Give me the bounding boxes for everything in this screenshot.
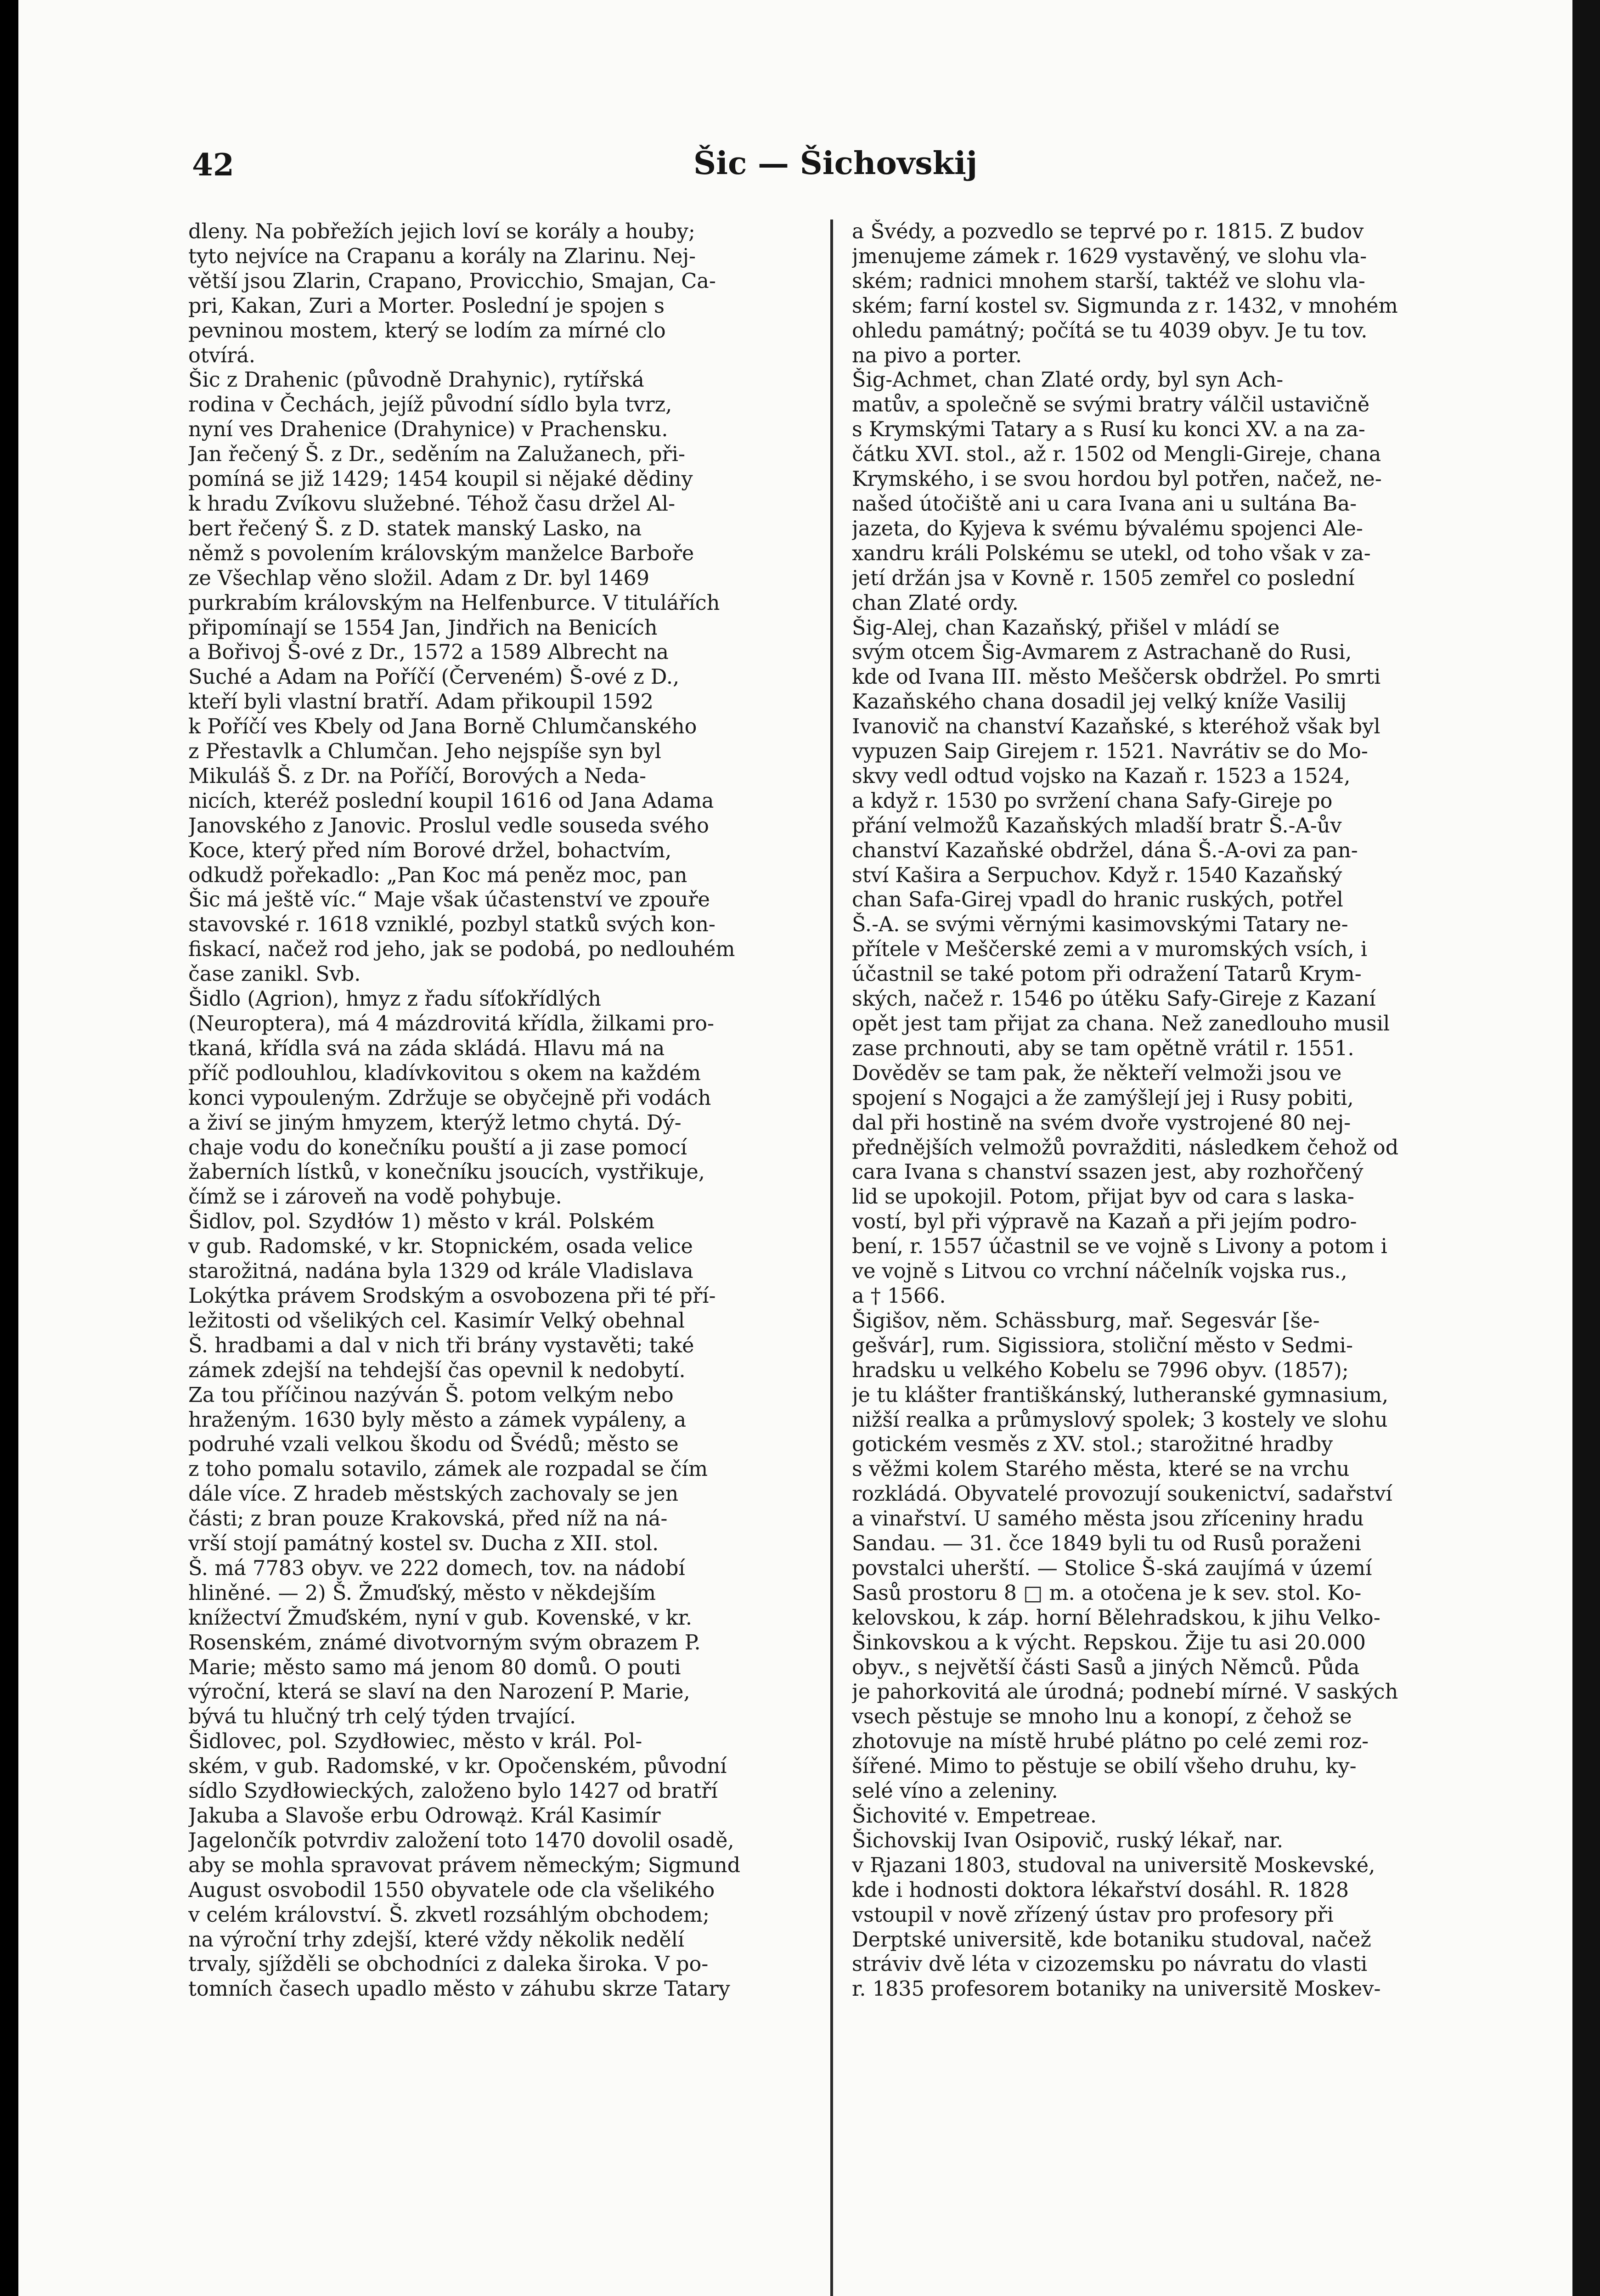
text-line: rodina v Čechách, jejíž původní sídlo byla tvrz, [188,393,672,417]
text-line: konci vypouleným. Zdržuje se obyčejně při vodách [188,1086,711,1110]
text-line: zámek zdejší na tehdejší čas opevnil k nedobytí. [188,1358,686,1382]
text-line: Sasů prostoru 8 □ m. a otočena je k sev. stol. Ko- [852,1581,1362,1605]
text-line: bývá tu hlučný trh celý týden trvající. [188,1705,576,1729]
text-line: ohledu památný; počítá se tu 4039 obyv. Je tu tov. [852,319,1368,343]
text-line: Sandau. — 31. čce 1849 byli tu od Rusů poraženi [852,1532,1361,1556]
running-head: Šic — Šichovskij [693,145,978,182]
text-line: stavovské r. 1618 vzniklé, pozbyl statků svých kon- [188,913,715,937]
text-line: Derptské universitě, kde botaniku studoval, načež [852,1928,1371,1952]
text-line: tomních časech upadlo město v záhubu skrze Tatary [188,1977,730,2001]
text-line: čímž se i zároveň na vodě pohybuje. [188,1185,562,1209]
text-line: zhotovuje na místě hrubé plátno po celé zemi roz- [852,1730,1369,1754]
text-line: tyto nejvíce na Crapanu a korály na Zlarinu. Nej- [188,244,696,268]
text-line: části; z bran pouze Krakovská, před níž na ná- [188,1507,668,1531]
text-line: r. 1835 profesorem botaniky na universitě Moskev- [852,1977,1381,2001]
text-line: k hradu Zvíkovu služebné. Téhož času držel Al- [188,492,676,516]
text-line: čase zanikl. Svb. [188,962,361,986]
text-line: pomíná se již 1429; 1454 koupil si nějaké dědiny [188,467,693,491]
text-line: (Neuroptera), má 4 mázdrovitá křídla, žilkami pro- [188,1012,715,1035]
text-line: kteří byli vlastní bratří. Adam přikoupil 1592 [188,690,654,714]
text-line: přednějších velmožů povražditi, následkem čehož od [852,1136,1399,1159]
text-line: chaje vodu do konečníku pouští a ji zase pomocí [188,1136,687,1159]
text-line: Ivanovič na chanství Kazaňské, s kteréhož však byl [852,715,1380,739]
text-line: sídlo Szydłowieckých, založeno bylo 1427 od bratří [188,1779,718,1803]
text-line: ství Kašira a Serpuchov. Když r. 1540 Kazaňský [852,863,1342,887]
text-line: Š. má 7783 obyv. ve 222 domech, tov. na nádobí [188,1556,685,1580]
text-line: trvaly, sjížděli se obchodníci z daleka široka. V po- [188,1953,709,1976]
text-line: na výroční trhy zdejší, které vždy několik nedělí [188,1928,685,1952]
text-line: našed útočiště ani u cara Ivana ani u sultána Ba- [852,492,1357,516]
text-line: August osvobodil 1550 obyvatele ode cla všelikého [188,1878,715,1902]
text-line: v celém království. Š. zkvetl rozsáhlým obchodem; [188,1903,710,1927]
text-line: příč podlouhlou, kladívkovitou s okem na každém [188,1061,701,1085]
text-line: připomínají se 1554 Jan, Jindřich na Benicích [188,616,658,640]
text-line: gešvár], rum. Sigissiora, stoliční město v Sedmi- [852,1334,1353,1357]
text-line: ležitosti od všelikých cel. Kasimír Velký obehnal [188,1309,685,1333]
text-line: knížectví Žmuďském, nyní v gub. Kovenské, v kr. [188,1606,693,1630]
text-line: a † 1566. [852,1284,946,1308]
text-line: nyní ves Drahenice (Drahynice) v Prachensku. [188,418,668,442]
text-line: Mikuláš Š. z Dr. na Poříčí, Borových a Neda- [188,764,647,788]
column-divider [830,219,833,2296]
text-line: Dověděv se tam pak, že někteří velmoži jsou ve [852,1061,1342,1085]
text-line: vypuzen Saip Girejem r. 1521. Navrátiv se do Mo- [852,740,1368,764]
text-line: Š. hradbami a dal v nich tři brány vystavěti; také [188,1334,694,1357]
text-line: účastnil se také potom při odražení Tatarů Krym- [852,962,1362,986]
text-line: Š.-A. se svými věrnými kasimovskými Tatary ne- [852,913,1348,937]
text-line: větší jsou Zlarin, Crapano, Provicchio, Smajan, Ca- [188,269,716,293]
text-line: ze Všechlap věno složil. Adam z Dr. byl 1469 [188,566,650,590]
text-line: z toho pomalu sotavilo, zámek ale rozpadal se čím [188,1458,708,1481]
text-line: s věžmi kolem Starého města, které se na vrchu [852,1458,1350,1481]
text-line: čátku XVI. stol., až r. 1502 od Mengli-Gireje, chana [852,443,1381,467]
text-line: Lokýtka právem Srodským a osvobozena při té pří- [188,1284,716,1308]
text-line: kelovskou, k záp. horní Bělehradskou, k jihu Velko- [852,1606,1380,1630]
text-line: chan Safa-Girej vpadl do hranic ruských, potřel [852,888,1343,912]
text-line: Šichovité v. Empetreae. [852,1804,1097,1828]
text-line: ském; radnici mnohem starší, taktéž ve slohu vla- [852,269,1365,293]
text-line: dal při hostině na svém dvoře vystrojené 80 nej- [852,1111,1351,1135]
text-line: šířené. Mimo to pěstuje se obilí všeho druhu, ky- [852,1755,1357,1778]
text-line: hliněné. — 2) Š. Žmuďský, město v někdejším [188,1581,656,1605]
text-line: jazeta, do Kyjeva k svému bývalému spojenci Ale- [852,517,1363,540]
text-line: dále více. Z hradeb městských zachovaly se jen [188,1482,679,1506]
text-line: ských, načež r. 1546 po útěku Safy-Gireje z Kazaní [852,987,1376,1011]
text-line: zase prchnouti, aby se tam opětně vrátil r. 1551. [852,1036,1354,1060]
text-line: němž s povolením královským manželce Barboře [188,541,694,565]
text-line: odkudž pořekadlo: „Pan Koc má peněz moc, pan [188,863,687,887]
text-line: Šidlovec, pol. Szydłowiec, město v král. Pol- [188,1730,642,1754]
text-line: Rosenském, známé divotvorným svým obrazem P. [188,1631,701,1654]
text-line: Kazaňského chana dosadil jej velký kníže Vasilij [852,690,1347,714]
text-line: jmenujeme zámek r. 1629 vystavěný, ve slohu vla- [852,244,1367,268]
text-line: otvírá. [188,343,255,367]
text-line: přítele v Meščerské zemi a v muromských vsích, i [852,938,1368,962]
text-line: Jakuba a Slavoše erbu Odrowąż. Král Kasimír [188,1804,661,1828]
text-line: v Rjazani 1803, studoval na universitě Moskevské, [852,1853,1375,1877]
text-line: gotickém vesměs z XV. stol.; starožitné hradby [852,1433,1333,1457]
text-line: Šinkovskou a k výcht. Repskou. Žije tu asi 20.000 [852,1631,1366,1654]
text-line: skvy vedl odtud vojsko na Kazaň r. 1523 a 1524, [852,764,1351,788]
text-line: a Bořivoj Š-ové z Dr., 1572 a 1589 Albrecht na [188,641,669,664]
text-line: na pivo a porter. [852,343,1022,367]
text-line: aby se mohla spravovat právem německým; Sigmund [188,1853,741,1877]
text-line: Marie; město samo má jenom 80 domů. O pouti [188,1655,681,1679]
text-line: tkaná, křídla svá na záda skládá. Hlavu má na [188,1036,665,1060]
text-line: rozkládá. Obyvatelé provozují soukenictví, sadařství [852,1482,1392,1506]
text-line: k Poříčí ves Kbely od Jana Borně Chlumčanského [188,715,697,739]
text-line: nižší realka a průmyslový spolek; 3 kostely ve slohu [852,1408,1388,1432]
text-line: podruhé vzali velkou škodu od Švédů; město se [188,1433,679,1457]
text-line: bert řečený Š. z D. statek manský Lasko, na [188,517,642,540]
text-line: je pahorkovitá ale úrodná; podnebí mírné. V saských [852,1680,1398,1704]
text-line: povstalci uherští. — Stolice Š-ská zaujímá v území [852,1556,1372,1580]
scan-edge [1572,0,1600,2296]
text-line: Šichovskij Ivan Osipovič, ruský lékař, nar. [852,1829,1284,1852]
text-line: vsech pěstuje se mnoho lnu a konopí, z čehož se [852,1705,1352,1729]
text-line: Šidlov, pol. Szydłów 1) město v král. Polském [188,1210,655,1234]
text-line: dleny. Na pobřežích jejich loví se korály a houby; [188,220,695,243]
page-number: 42 [192,147,234,183]
text-line: Krymského, i se svou hordou byl potřen, načež, ne- [852,467,1382,491]
text-line: chanství Kazaňské obdržel, dána Š.-A-ovi za pan- [852,838,1358,862]
text-line: žaberních lístků, v konečníku jsoucích, vystřikuje, [188,1160,705,1184]
text-line: výroční, která se slaví na den Narození P. Marie, [188,1680,690,1704]
text-line: kde i hodnosti doktora lékařství dosáhl. R. 1828 [852,1878,1349,1902]
text-line: stráviv dvě léta v cizozemsku po návratu do vlasti [852,1953,1368,1976]
left-column [188,219,817,2296]
text-line: s Krymskými Tatary a s Rusí ku konci XV. a na za- [852,418,1365,442]
text-line: přání velmožů Kazaňských mladší bratr Š.-A-ův [852,814,1342,838]
text-line: Šidlo (Agrion), hmyz z řadu síťokřídlých [188,987,601,1011]
text-line: matův, a společně se svými bratry válčil ustavičně [852,393,1370,417]
text-line: hradsku u velkého Kobelu se 7996 obyv. (1857); [852,1358,1349,1382]
dictionary-page [18,0,1582,2296]
text-line: a vinařství. U samého města jsou zříceniny hradu [852,1507,1364,1531]
text-line: z Přestavlk a Chlumčan. Jeho nejspíše syn byl [188,740,661,764]
text-line: chan Zlaté ordy. [852,591,1019,615]
page-header [170,138,1428,188]
text-line: vostí, byl při výpravě na Kazaň a při jejím podro- [852,1210,1357,1234]
text-line: Koce, který před ním Borové držel, bohactvím, [188,838,672,862]
text-line: hraženým. 1630 byly město a zámek vypáleny, a [188,1408,687,1432]
text-line: spojení s Nogajci a že zamýšlejí jej i Rusy pobiti, [852,1086,1354,1110]
text-line: v gub. Radomské, v kr. Stopnickém, osada velice [188,1235,693,1259]
text-line: je tu klášter františkánský, lutheranské gymnasium, [852,1383,1389,1407]
text-line: purkrabím královským na Helfenburce. V titulářích [188,591,720,615]
text-line: vstoupil v nově zřízený ústav pro profesory při [852,1903,1334,1927]
text-line: Jagelončík potvrdiv založení toto 1470 dovolil osadě, [188,1829,734,1852]
text-line: starožitná, nadána byla 1329 od krále Vladislava [188,1260,693,1283]
text-line: a živí se jiným hmyzem, kterýž letmo chytá. Dý- [188,1111,682,1135]
text-line: Suché a Adam na Poříčí (Červeném) Š-ové z D., [188,665,680,689]
text-line: Šig-Alej, chan Kazaňský, přišel v mládí se [852,616,1280,640]
text-line: vrší stojí památný kostel sv. Ducha z XII. stol. [188,1532,659,1556]
text-line: Šic má ještě víc.“ Maje však účastenství ve zpouře [188,888,710,912]
text-line: Za tou příčinou nazýván Š. potom velkým nebo [188,1383,674,1407]
text-line: xandru králi Polskému se utekl, od toho však v za- [852,541,1371,565]
text-line: Šigišov, něm. Schässburg, mař. Segesvár [še- [852,1309,1320,1333]
text-line: cara Ivana s chanství ssazen jest, aby rozhořčený [852,1160,1363,1184]
text-line: Šig-Achmet, chan Zlaté ordy, byl syn Ach- [852,368,1284,392]
text-line: ském, v gub. Radomské, v kr. Opočenském, původní [188,1755,727,1778]
text-line: bení, r. 1557 účastnil se ve vojně s Livony a potom i [852,1235,1387,1259]
text-line: ském; farní kostel sv. Sigmunda z r. 1432, v mnohém [852,294,1398,318]
text-line: svým otcem Šig-Avmarem z Astrachaně do Rusi, [852,641,1352,664]
text-line: obyv., s největší části Sasů a jiných Němců. Půda [852,1655,1360,1679]
text-line: kde od Ivana III. město Meščersk obdržel. Po smrti [852,665,1381,689]
text-line: ve vojně s Litvou co vrchní náčelník vojska rus., [852,1260,1347,1283]
text-line: pevninou mostem, který se lodím za mírné clo [188,319,666,343]
text-line: lid se upokojil. Potom, přijat byv od cara s laska- [852,1185,1354,1209]
text-line: selé víno a zeleniny. [852,1779,1058,1803]
text-line: opět jest tam přijat za chana. Než zanedlouho musil [852,1012,1390,1035]
text-line: jetí držán jsa v Kovně r. 1505 zemřel co poslední [852,566,1355,590]
text-line: fiskací, načež rod jeho, jak se podobá, po nedlouhém [188,938,735,962]
text-line: nicích, kteréž poslední koupil 1616 od Jana Adama [188,789,714,813]
right-column [852,219,1481,2296]
text-line: Šic z Drahenic (původně Drahynic), rytířská [188,368,644,392]
text-line: a Švédy, a pozvedlo se teprvé po r. 1815. Z budov [852,220,1364,243]
text-line: pri, Kakan, Zuri a Morter. Poslední je spojen s [188,294,665,318]
text-line: a když r. 1530 po svržení chana Safy-Gireje po [852,789,1333,813]
text-line: Janovského z Janovic. Proslul vedle souseda svého [188,814,709,838]
text-line: Jan řečený Š. z Dr., seděním na Zalužanech, při- [188,443,686,467]
